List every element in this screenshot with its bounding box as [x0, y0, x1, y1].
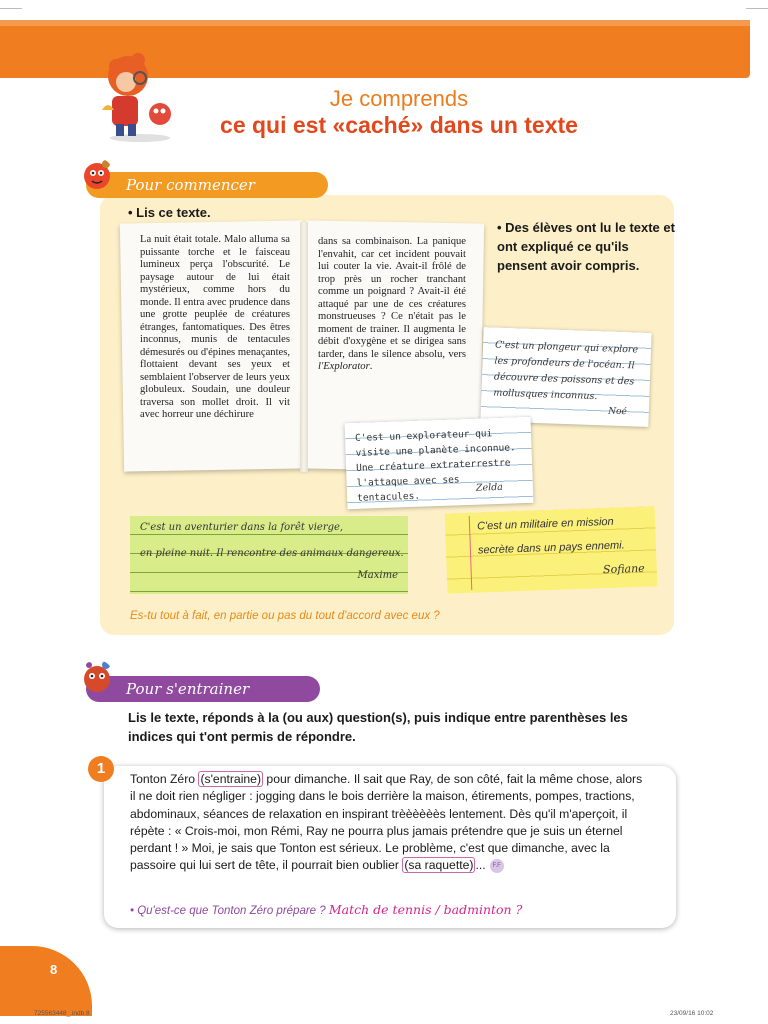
- print-date: 23/09/16 10:02: [670, 1010, 714, 1017]
- note-sofiane: [445, 506, 658, 593]
- note-noe-text: C'est un plongeur qui explore les profondeurs de l'océan. Il découvre des poissons et des mollusques inconnus.: [493, 339, 639, 403]
- exercise-text-part: ...: [475, 858, 486, 873]
- note-maxime-line1: C'est un aventurier dans la forêt vierge,: [140, 522, 344, 533]
- handwritten-answer: Match de tennis / badminton ?: [328, 902, 523, 917]
- note-sofiane-line2: secrète dans un pays ennemi.: [477, 539, 625, 557]
- accord-question: Es-tu tout à fait, en partie ou pas du tout d'accord avec eux ?: [130, 610, 440, 622]
- section-badge-pour-commencer: Pour commencer: [86, 172, 328, 198]
- monster-mascot-icon: [80, 660, 114, 694]
- eleves-statement: • Des élèves ont lu le texte et ont expliqué ce qu'ils pensent avoir compris.: [497, 220, 675, 273]
- instruction-lis-texte: • Lis ce texte.: [128, 205, 211, 220]
- book-text-right: [318, 236, 466, 374]
- crop-mark: [0, 8, 22, 9]
- page-title-line2: ce qui est «caché» dans un texte: [220, 112, 578, 138]
- exercise-question-text: • Qu'est-ce que Tonton Zéro prépare ?: [130, 905, 326, 917]
- exercise-instruction: Lis le texte, réponds à la (ou aux) question(s), puis indique entre parenthèses les indices qui t'ont permis de répondre.: [128, 710, 628, 744]
- note-zelda-text: C'est un explorateur qui visite une planète inconnue. Une créature extraterrestre l'attaque avec ses tentacules.: [354, 428, 516, 504]
- monster-mascot-icon: [80, 158, 114, 192]
- exercise-text-part: Tonton Zéro: [130, 772, 199, 786]
- note-sofiane-line1: C'est un militaire en mission: [476, 515, 614, 533]
- exercise-question: [130, 902, 522, 917]
- book-text-left: La nuit était totale. Malo alluma sa puissante torche et le faisceau lumineux perça l'obscurité. Le paysage autour de lui était mystérieux, comme hors du monde. Il entra avec prudence dans une grotte peuplée de créatures étranges, fantomatiques. Des êtres inconnus, munis de tentacules démesurés ou d'épines menaçantes, flottaient devant ses yeux et semblaient l'observer de leurs yeux globuleux. Soudain, une douleur traversa son mollet droit. Il vit avec horreur une déchirure: [140, 234, 291, 420]
- clue-bracket: (sa raquette): [404, 858, 474, 873]
- exercise-text-part: pour dimanche. Il sait que Ray, de son côté, fait la même chose, alors il ne doit rien négliger : jogging dans le bois derrière la maison, étirements, pompes, tractions, abdominaux, séances de relaxation en inspirant trèèèèèès lentement. Dès qu'il m'aperçoit, il répète : « Crois-moi, mon Rémi, Ray ne pourra plus jamais prétendre que je suis un éternel perdant ! » Moi, je sais que Tonton est sérieux. Le problème, c'est que dimanche, avec la passoire qui lui sert de tête, il pourrait bien oublier: [130, 772, 643, 873]
- exercise-text: [130, 771, 650, 875]
- page-number: 8: [50, 962, 58, 977]
- book-text-right-italic: l'Explorator: [318, 361, 370, 372]
- reading-bubble-icon: F.F: [490, 859, 504, 873]
- note-maxime-signature: Maxime: [357, 570, 398, 581]
- note-noe: [480, 327, 651, 427]
- clue-bracket: (s'entraine): [200, 772, 262, 786]
- note-maxime: [130, 516, 408, 594]
- print-footer: [0, 1008, 768, 1024]
- note-zelda-signature: Zelda: [475, 481, 504, 494]
- note-noe-signature: Noé: [608, 406, 627, 418]
- book-text-right-end: .: [369, 361, 373, 372]
- page-title-line1: Je comprends: [329, 86, 469, 111]
- page-number-tab: [0, 946, 92, 1016]
- crop-mark: [746, 8, 768, 9]
- print-file-name: 725563448_.indb 8: [34, 1010, 90, 1017]
- note-maxime-line2: en pleine nuit. Il rencontre des animaux dangereux.: [140, 548, 404, 559]
- exercise-number-badge: 1: [88, 756, 114, 782]
- book-spine: [300, 222, 308, 472]
- section-badge-pour-sentrainer: Pour s'entrainer: [86, 676, 320, 702]
- note-zelda: [345, 417, 534, 509]
- book-text-right-body: dans sa combinaison. La panique l'envahit, car cet incident pouvait lui couter la vie. Avait-il frôlé de trop près un rocher tranchant comme un poignard ? Avait-il été attaqué par une de ces créatures monstrueuses ? Ce n'était pas le moment de trainer. Il augmenta le débit d'oxygène et se dirigea sans tarder, dans le silence absolu, vers: [318, 236, 466, 360]
- header-band-highlight: [0, 20, 750, 26]
- note-sofiane-signature: Sofiane: [602, 561, 645, 577]
